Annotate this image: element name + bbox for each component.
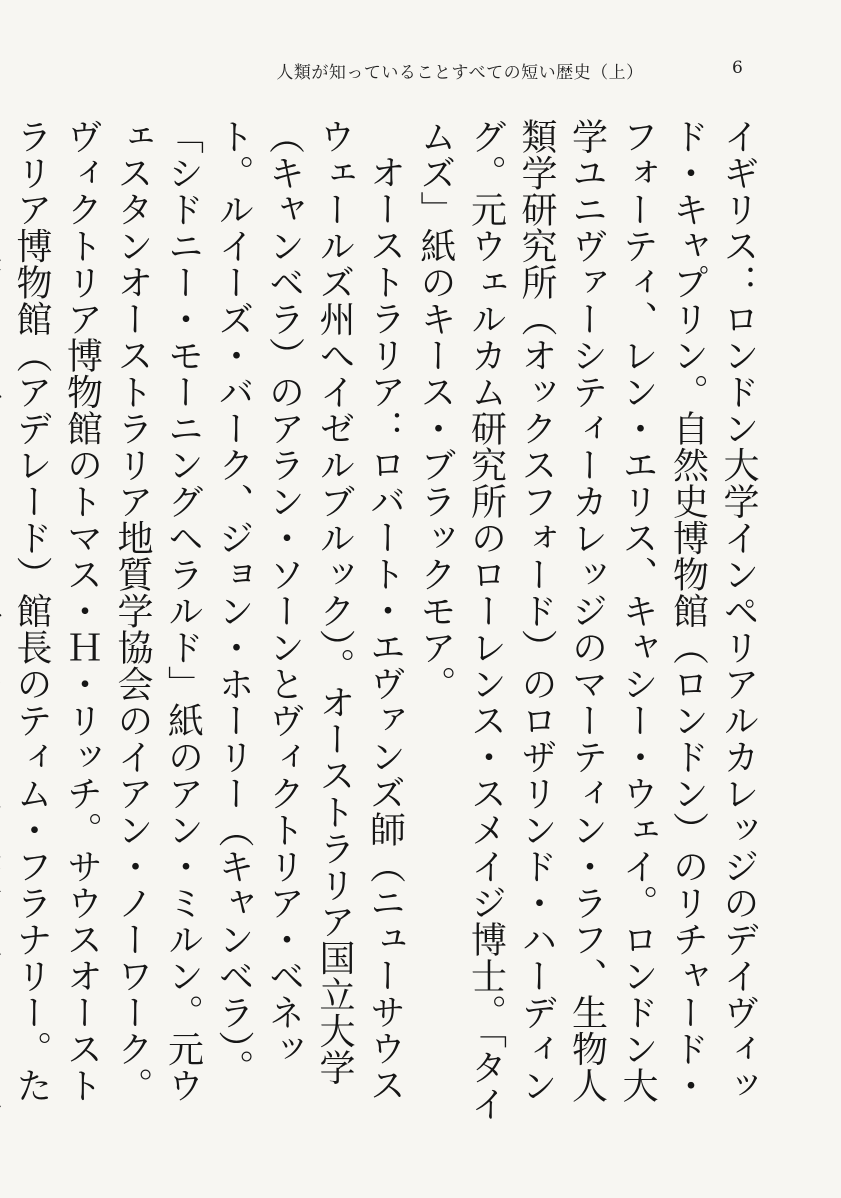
page-number: 6: [732, 58, 743, 78]
body-text: [11, 118, 763, 1138]
running-title: 人類が知っていることすべての短い歴史（上）: [276, 63, 644, 83]
paragraph-britain: イギリス：ロンドン大学インペリアルカレッジのデイヴィッド・キャプリン。自然史博物館（ロンドン）のリチャード・フォーティ、レン・エリス、キャシー・ウェイ。ロンドン大学ユニヴァーシティーカレッジのマーティン・ラフ、生物人類学研究所（オックスフォード）のロザリンド・ハーディング。元ウェルカム研究所のローレンス・スメイジ博士。「タイムズ」紙のキース・ブラックモア。: [415, 118, 759, 1122]
paragraph-australia: オーストラリア：ロバート・エヴァンズ師（ニューサウスウェールズ州へイゼルブルック）。オーストラリア国立大学（キャンベラ）のアラン・ソーンとヴィクトリア・ベネット。ルイーズ・バーク、ジョン・ホーリー（キャンベラ）。「シドニー・モーニングヘラルド」紙のアン・ミルン。元ウェスタンオーストラリア地質学協会のイアン・ノーワーク。ヴィクトリア博物館のトマス・Ｈ・リッチ。サウスオーストラリア博物館（アデレード）館長のティム・フラナリー。た: [11, 118, 406, 1104]
